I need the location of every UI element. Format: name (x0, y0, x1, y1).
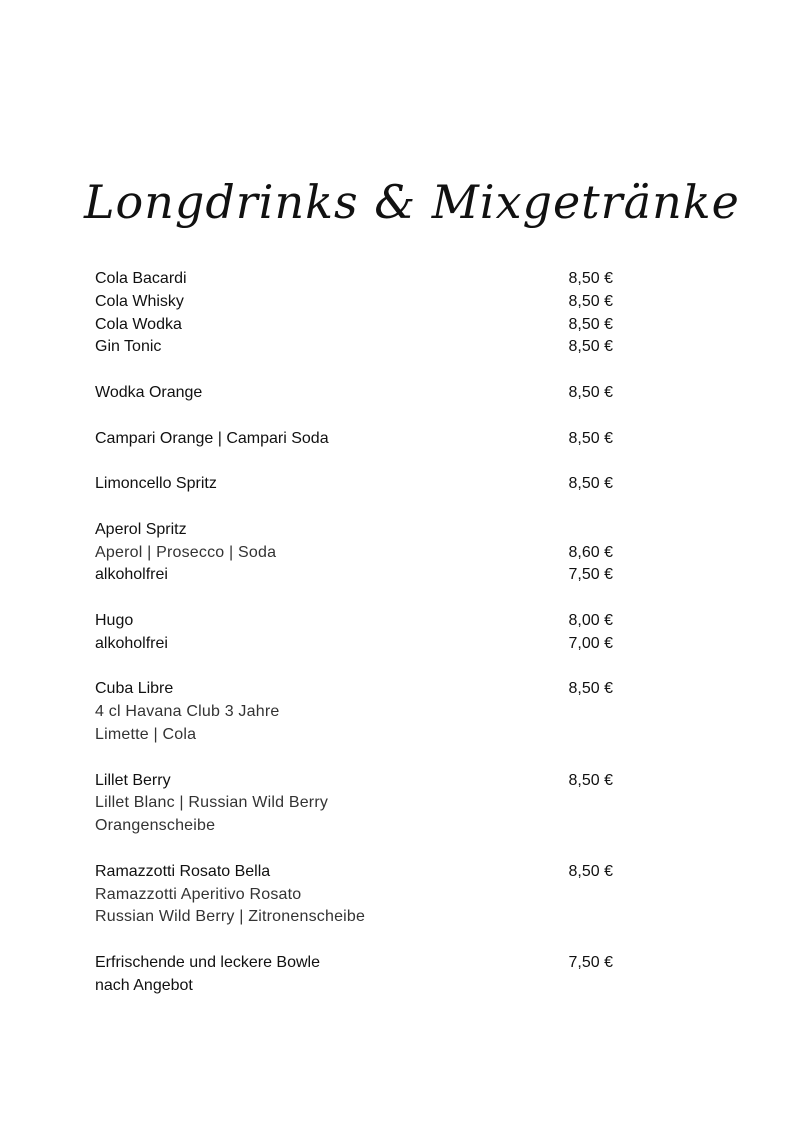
item-price: 8,50 € (568, 680, 613, 698)
menu-item-line (95, 519, 615, 542)
menu-group (95, 428, 615, 451)
item-description-line (95, 724, 615, 747)
item-name: Cuba Libre (95, 680, 174, 698)
item-name: Limoncello Spritz (95, 475, 217, 493)
menu-item-line (95, 382, 615, 405)
menu-group (95, 952, 615, 998)
menu-group (95, 770, 615, 838)
menu-group (95, 473, 615, 496)
item-price: 8,50 € (568, 429, 613, 447)
item-name: alkoholfrei (95, 566, 168, 584)
item-description-line (95, 542, 615, 565)
menu-group (95, 610, 615, 656)
item-name: Lillet Berry (95, 771, 171, 789)
group-spacer (95, 450, 615, 473)
menu-item-line (95, 268, 615, 291)
group-spacer (95, 587, 615, 610)
item-description: Ramazzotti Aperitivo Rosato (95, 885, 302, 903)
item-price: 8,50 € (568, 338, 613, 356)
item-price: 8,00 € (568, 611, 613, 629)
item-description: Lillet Blanc | Russian Wild Berry (95, 794, 329, 812)
group-spacer (95, 496, 615, 519)
item-description: Aperol | Prosecco | Soda (95, 543, 277, 561)
item-description: Orangenscheibe (95, 817, 216, 835)
menu-item-line (95, 975, 615, 998)
item-description-line (95, 701, 615, 724)
menu-item-line (95, 314, 615, 337)
item-price: 8,50 € (568, 292, 613, 310)
group-spacer (95, 838, 615, 861)
item-name: nach Angebot (95, 976, 193, 994)
item-description-line (95, 815, 615, 838)
item-price: 8,50 € (568, 315, 613, 333)
menu-group (95, 519, 615, 587)
item-name: Gin Tonic (95, 338, 162, 356)
item-name: Campari Orange | Campari Soda (95, 429, 329, 447)
item-price: 8,50 € (568, 862, 613, 880)
group-spacer (95, 929, 615, 952)
item-price: 8,50 € (568, 475, 613, 493)
item-description: Limette | Cola (95, 725, 197, 743)
menu-item-line (95, 678, 615, 701)
item-price: 8,50 € (568, 383, 613, 401)
item-description-line (95, 884, 615, 907)
item-name: Aperol Spritz (95, 520, 187, 538)
item-name: Cola Wodka (95, 315, 182, 333)
item-description: 4 cl Havana Club 3 Jahre (95, 703, 280, 721)
item-name: Cola Bacardi (95, 270, 187, 287)
menu-group (95, 268, 615, 359)
menu-item-line (95, 564, 615, 587)
item-price: 8,50 € (568, 771, 613, 789)
item-price: 7,50 € (568, 566, 613, 584)
item-name: alkoholfrei (95, 634, 168, 652)
item-price: 8,50 € (568, 270, 613, 287)
item-description-line (95, 792, 615, 815)
menu-group (95, 382, 615, 405)
menu-group (95, 678, 615, 746)
group-spacer (95, 405, 615, 428)
item-price: 7,50 € (568, 953, 613, 971)
menu-item-line (95, 610, 615, 633)
item-price: 8,60 € (568, 543, 613, 561)
item-name: Erfrischende und leckere Bowle (95, 953, 321, 971)
item-name: Ramazzotti Rosato Bella (95, 862, 271, 880)
menu-group (95, 861, 615, 929)
group-spacer (95, 359, 615, 382)
item-description-line (95, 906, 615, 929)
menu-item-line (95, 473, 615, 496)
menu-item-line (95, 861, 615, 884)
menu-item-line (95, 770, 615, 793)
item-name: Wodka Orange (95, 383, 203, 401)
menu-item-line (95, 428, 615, 451)
group-spacer (95, 656, 615, 679)
menu-item-line (95, 633, 615, 656)
drink-menu (95, 268, 615, 998)
menu-item-line (95, 952, 615, 975)
item-name: Hugo (95, 611, 134, 629)
page-title: Longdrinks & Mixgetränke (84, 175, 740, 229)
item-description: Russian Wild Berry | Zitronenscheibe (95, 908, 366, 926)
item-price: 7,00 € (568, 634, 613, 652)
group-spacer (95, 747, 615, 770)
menu-item-line (95, 291, 615, 314)
menu-item-line (95, 336, 615, 359)
item-name: Cola Whisky (95, 292, 184, 310)
